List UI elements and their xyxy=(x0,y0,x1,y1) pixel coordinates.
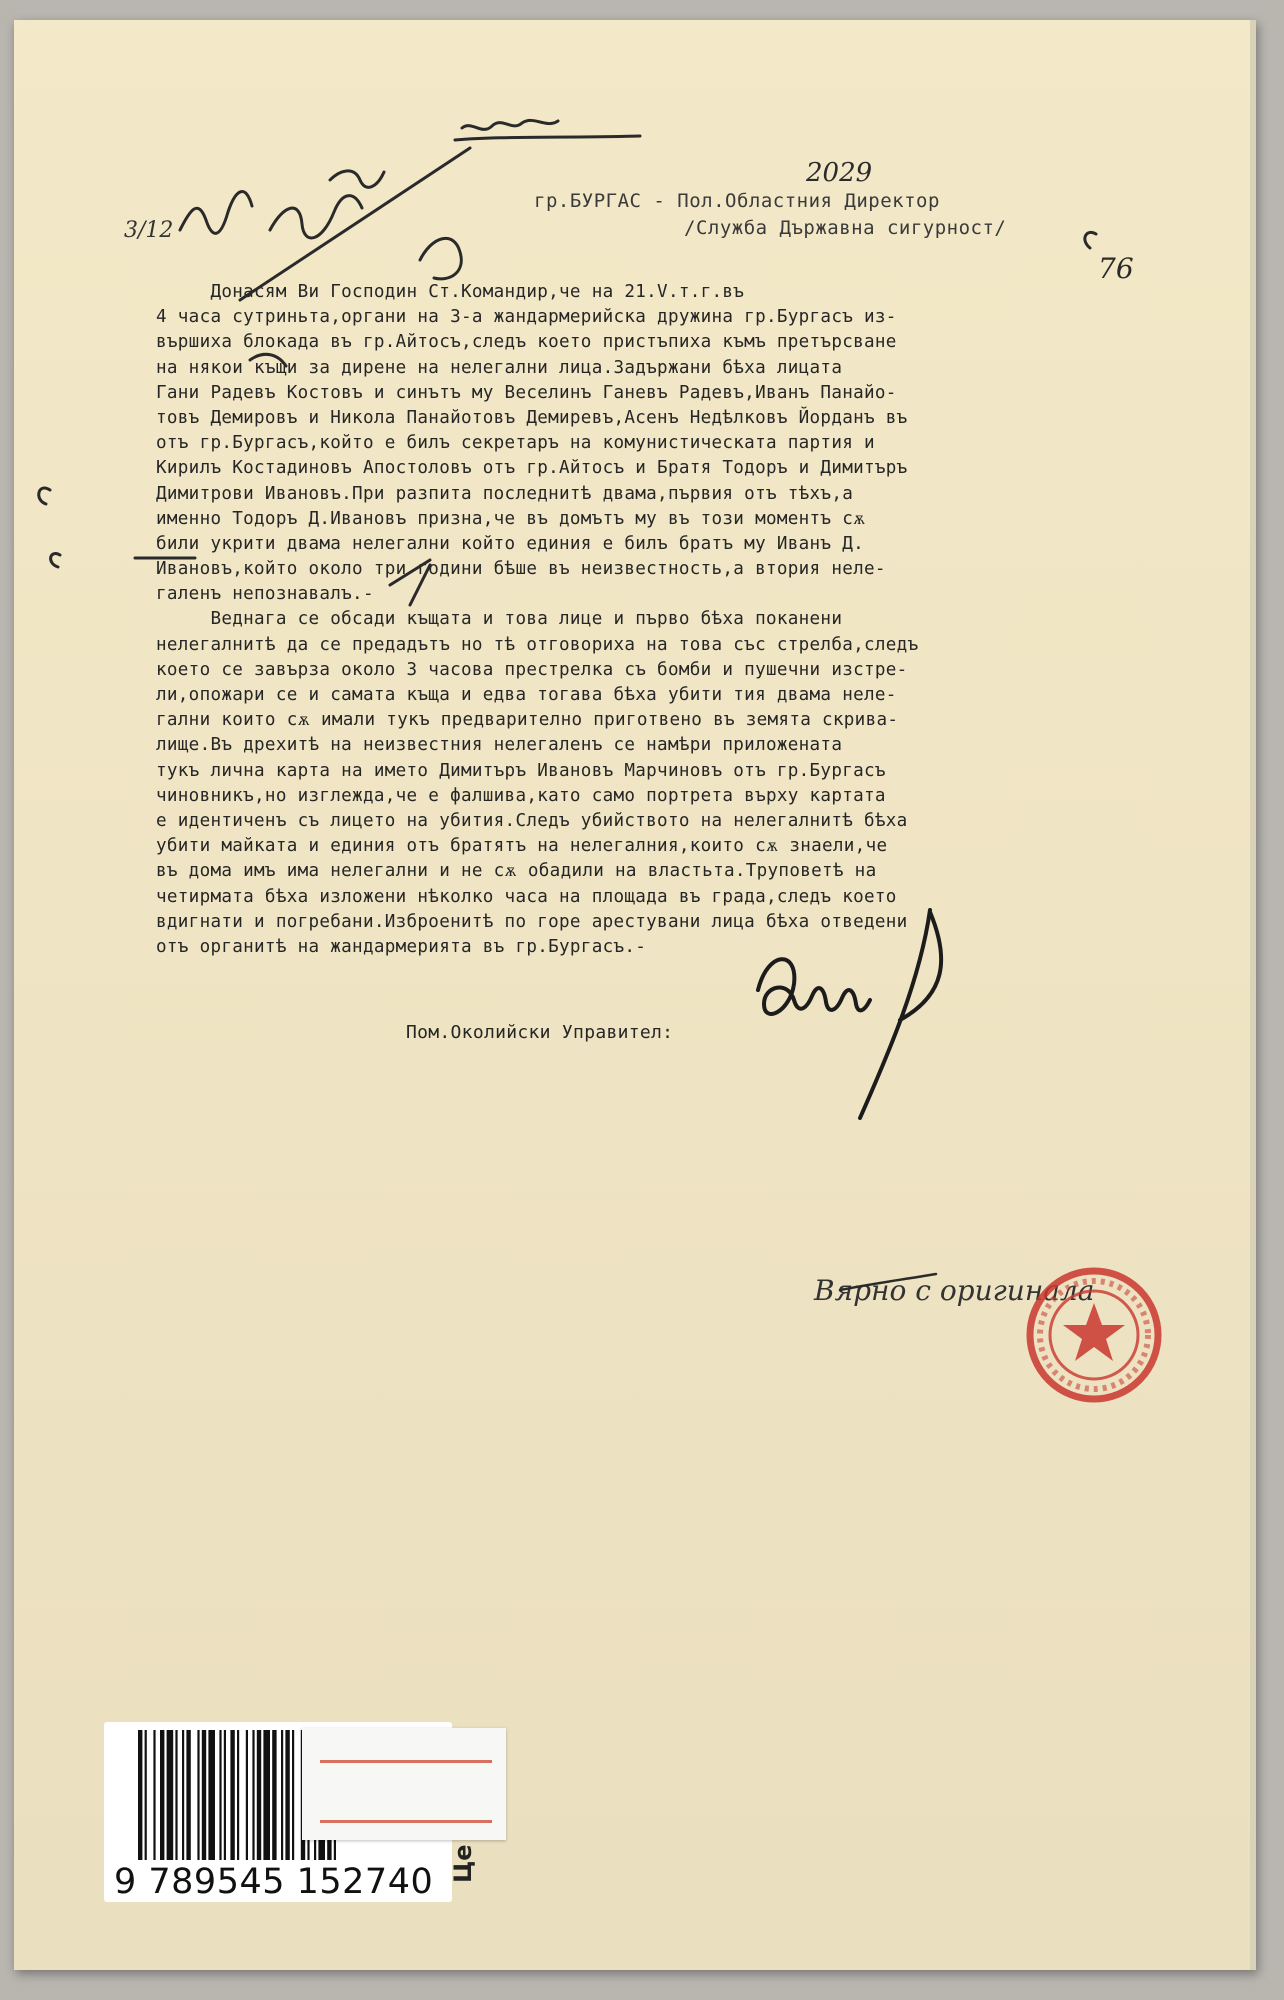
body-line: Димитрови Ивановъ.При разпита последнитѣ двама,първия отъ тѣхъ,а xyxy=(156,483,854,504)
price-label: Це xyxy=(449,1844,477,1883)
body-line: товъ Демировъ и Никола Панайотовъ Демиревъ,Асенъ Недѣлковъ Йорданъ въ xyxy=(156,407,908,428)
body-line: лище.Въ дрехитѣ на неизвестния нелегаленъ се намѣри приложената xyxy=(156,735,843,756)
official-stamp-icon xyxy=(1024,1265,1164,1405)
body-line: Ивановъ,който около три години бѣше въ неизвестность,а втория неле- xyxy=(156,559,886,580)
signature-label: Пом.Околийски Управител: xyxy=(406,1022,674,1043)
body-line: чиновникъ,но изглежда,че е фалшива,като само портрета върху картата xyxy=(156,785,886,806)
barcode-bar xyxy=(224,1730,226,1860)
body-line: галенъ непознавалъ.- xyxy=(156,584,374,605)
book-back-cover xyxy=(14,20,1256,1970)
header-addressee: гр.БУРГАС - Пол.Областния Директор xyxy=(534,190,940,212)
barcode-bar xyxy=(208,1730,215,1860)
barcode-bar xyxy=(281,1730,283,1860)
handwritten-note: 3/12 xyxy=(124,218,174,243)
barcode-bar xyxy=(219,1730,221,1860)
body-line: вършиха блокада въ гр.Айтосъ,следъ което пристъпиха къмъ претърсване xyxy=(156,332,897,353)
body-line: нелегалнитѣ да се предадътъ но тѣ отговориха на това със стрелба,следъ xyxy=(156,634,919,655)
body-line: отъ органитѣ на жандармерията въ гр.Бургасъ.- xyxy=(156,936,647,957)
barcode-bar xyxy=(138,1730,142,1860)
barcode-bar xyxy=(202,1730,206,1860)
body-line: ли,опожари се и самата къща и едва тогава бѣха убити тия двама неле- xyxy=(156,685,897,705)
barcode-bar xyxy=(167,1730,174,1860)
barcode-bar xyxy=(263,1730,270,1860)
barcode-bar xyxy=(182,1730,184,1860)
header-service: /Служба Държавна сигурност/ xyxy=(684,217,1007,239)
barcode-bar xyxy=(160,1730,164,1860)
barcode-bar xyxy=(197,1730,199,1860)
barcode-bar xyxy=(257,1730,261,1860)
barcode-bar xyxy=(175,1730,177,1860)
sticker-stripe xyxy=(320,1820,492,1823)
body-line: 4 часа сутриньта,органи на 3-а жандармерийска дружина гр.Бургасъ из- xyxy=(156,307,897,328)
barcode-bar xyxy=(153,1730,155,1860)
barcode-bar xyxy=(292,1730,294,1860)
document-header xyxy=(534,188,1154,242)
document-body xyxy=(156,280,1196,960)
certification-note: Вярно с оригинала xyxy=(814,1274,1095,1307)
body-line: отъ гр.Бургасъ,който е билъ секретаръ на комунистическата партия и xyxy=(156,433,875,454)
price-sticker xyxy=(302,1728,506,1840)
barcode-bar xyxy=(145,1730,147,1860)
body-line: убити майката и единия отъ братятъ на нелегалния,които сѫ знаели,че xyxy=(156,836,888,857)
body-line: което се завърза около 3 часова престрелка съ бомби и пушечни изстре- xyxy=(156,659,908,680)
isbn-digits: 9 789545 152740 xyxy=(114,1862,434,1902)
barcode-bar xyxy=(186,1730,190,1860)
body-line: е идентиченъ съ лицето на убития.Следъ убийството на нелегалнитѣ бѣха xyxy=(156,810,908,831)
body-line: Донасям Ви Господин Ст.Командир,че на 21.V.т.г.въ xyxy=(156,282,745,302)
body-line: Веднага се обсади къщата и това лице и първо бѣха поканени xyxy=(156,609,843,630)
page-number: 76 xyxy=(1098,252,1134,285)
body-line: тукъ лична карта на името Димитъръ Ивановъ Марчиновъ отъ гр.Бургасъ xyxy=(156,760,886,781)
body-line: Гани Радевъ Костовъ и синътъ му Веселинъ Ганевъ Радевъ,Иванъ Панайо- xyxy=(156,382,897,403)
body-line: четирмата бѣха изложени нѣколко часа на площада въ града,следъ което xyxy=(156,886,897,907)
barcode-bar xyxy=(272,1730,276,1860)
body-line: Кирилъ Костадиновъ Апостоловъ отъ гр.Айтосъ и Братя Тодоръ и Димитъръ xyxy=(156,458,908,479)
body-line: били укрити двама нелегални който единия е билъ братъ му Иванъ Д. xyxy=(156,533,865,554)
body-line: на някои къщи за дирене на нелегални лица.Задържани бѣха лицата xyxy=(156,357,843,378)
body-line: въ дома имъ има нелегални и не сѫ обадили на властьта.Труповетѣ на xyxy=(156,861,877,882)
barcode-bar xyxy=(252,1730,254,1860)
body-line: именно Тодоръ Д.Ивановъ призна,че въ домътъ му въ този моментъ сѫ xyxy=(156,508,866,529)
barcode-bar xyxy=(230,1730,234,1860)
barcode-bar xyxy=(285,1730,289,1860)
barcode-bar xyxy=(246,1730,248,1860)
sticker-stripe xyxy=(320,1760,492,1763)
body-line: вдигнати и погребани.Изброенитѣ по горе арестувани лица бѣха отведени xyxy=(156,911,908,932)
barcode-bar xyxy=(237,1730,239,1860)
body-line: гални които сѫ имали тукъ предварително приготвено въ земята скрива- xyxy=(156,710,899,731)
document-number: 2029 xyxy=(806,158,873,188)
